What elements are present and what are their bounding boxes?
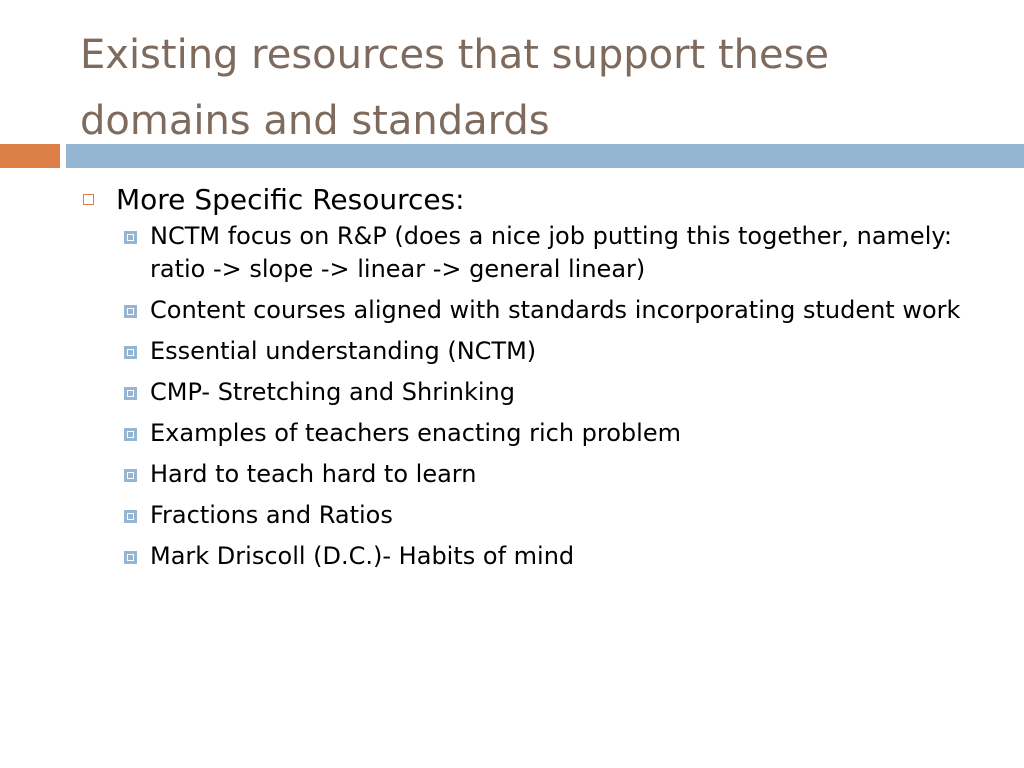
square-bullet-icon [124,346,137,359]
sub-bullet-item [80,335,980,368]
slide-content [80,180,980,581]
hollow-square-bullet-icon [83,194,94,205]
square-bullet-icon [124,305,137,318]
sub-bullet-item [80,540,980,573]
main-bullet-text: More Specific Resources: [116,183,465,216]
slide-title: Existing resources that support these domains and standards [80,32,830,144]
main-bullet [80,180,980,220]
sub-bullet-text: Examples of teachers enacting rich problem [150,419,681,447]
sub-bullet-list [80,220,980,573]
sub-bullet-text: CMP- Stretching and Shrinking [150,378,515,406]
square-bullet-icon [124,231,137,244]
sub-bullet-text: Content courses aligned with standards incorporating student work [150,296,961,324]
square-bullet-icon [124,510,137,523]
sub-bullet-item [80,294,980,327]
square-bullet-icon [124,469,137,482]
sub-bullet-text: Fractions and Ratios [150,501,393,529]
sub-bullet-text: Hard to teach hard to learn [150,460,477,488]
sub-bullet-item [80,220,980,286]
sub-bullet-item [80,499,980,532]
sub-bullet-item [80,458,980,491]
sub-bullet-text: Mark Driscoll (D.C.)- Habits of mind [150,542,575,570]
sub-bullet-text: NCTM focus on R&P (does a nice job putting this together, namely: ratio -> slope -> linear -> general linear) [150,222,952,283]
sub-bullet-item [80,376,980,409]
sub-bullet-item [80,417,980,450]
sub-bullet-text: Essential understanding (NCTM) [150,337,537,365]
square-bullet-icon [124,428,137,441]
square-bullet-icon [124,551,137,564]
title-accent-bar-orange [0,144,60,168]
square-bullet-icon [124,387,137,400]
title-accent-bar-blue [66,144,1024,168]
